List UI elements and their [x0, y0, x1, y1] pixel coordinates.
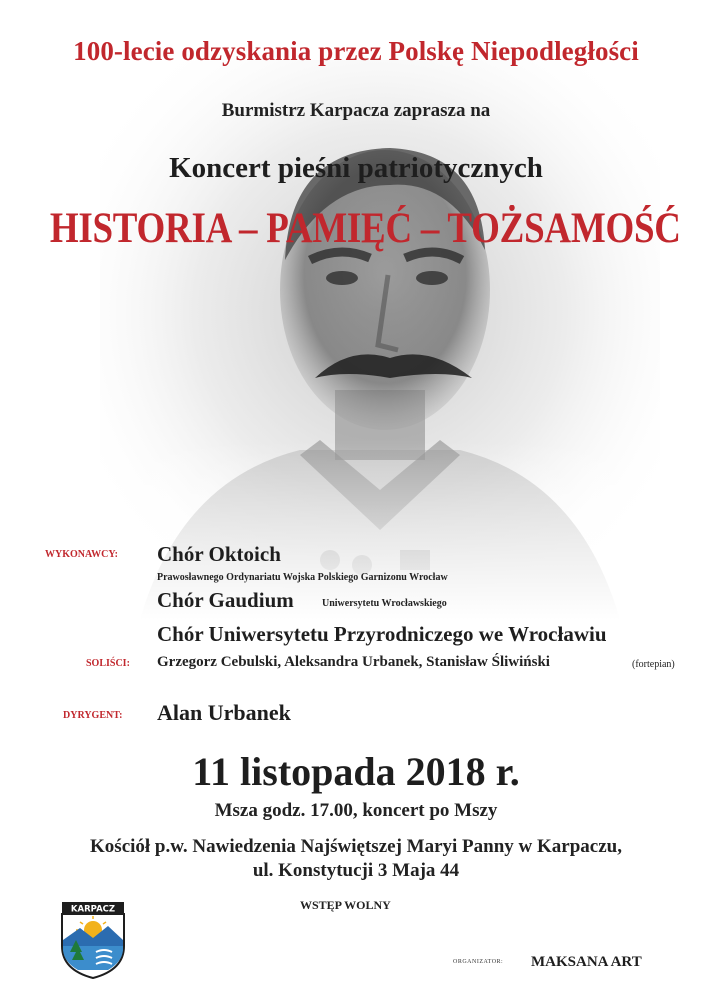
event-address: ul. Konstytucji 3 Maja 44 [252, 860, 460, 881]
soloists-label: SOLIŚCI: [86, 658, 130, 669]
choir1-desc: Prawosławnego Ordynariatu Wojska Polskiego Garnizonu Wrocław [157, 572, 448, 583]
choir2-desc: Uniwersytetu Wrocławskiego [322, 598, 447, 609]
event-mass-time: Msza godz. 17.00, koncert po Mszy [214, 800, 498, 821]
anniversary-title: 100-lecie odzyskania przez Polskę Niepodległości [73, 36, 639, 66]
conductor-label: DYRYGENT: [63, 710, 123, 721]
free-entry: WSTĘP WOLNY [300, 898, 391, 912]
organizer-name: MAKSANA ART [531, 954, 642, 970]
performers-label: WYKONAWCY: [45, 549, 118, 560]
crest-text: KARPACZ [70, 904, 116, 915]
choir1-name: Chór Oktoich [157, 542, 281, 566]
event-date: 11 listopada 2018 r. [192, 749, 520, 794]
choir2-name: Chór Gaudium [157, 588, 294, 612]
portrait-image [100, 60, 660, 620]
karpacz-crest-icon [58, 900, 128, 980]
soloists-note: (fortepian) [632, 659, 675, 670]
event-venue: Kościół p.w. Nawiedzenia Najświętszej Maryi Panny w Karpaczu, [90, 836, 622, 857]
concert-motto: HISTORIA – PAMIĘĆ – TOŻSAMOŚĆ [49, 205, 681, 252]
choir3-name: Chór Uniwersytetu Przyrodniczego we Wrocławiu [157, 622, 607, 646]
invitation-line: Burmistrz Karpacza zaprasza na [221, 100, 491, 121]
soloists-names: Grzegorz Cebulski, Aleksandra Urbanek, Stanisław Śliwiński [157, 654, 550, 670]
organizer-label: ORGANIZATOR: [453, 959, 504, 965]
conductor-name: Alan Urbanek [157, 700, 291, 725]
concert-title: Koncert pieśni patriotycznych [169, 152, 543, 184]
